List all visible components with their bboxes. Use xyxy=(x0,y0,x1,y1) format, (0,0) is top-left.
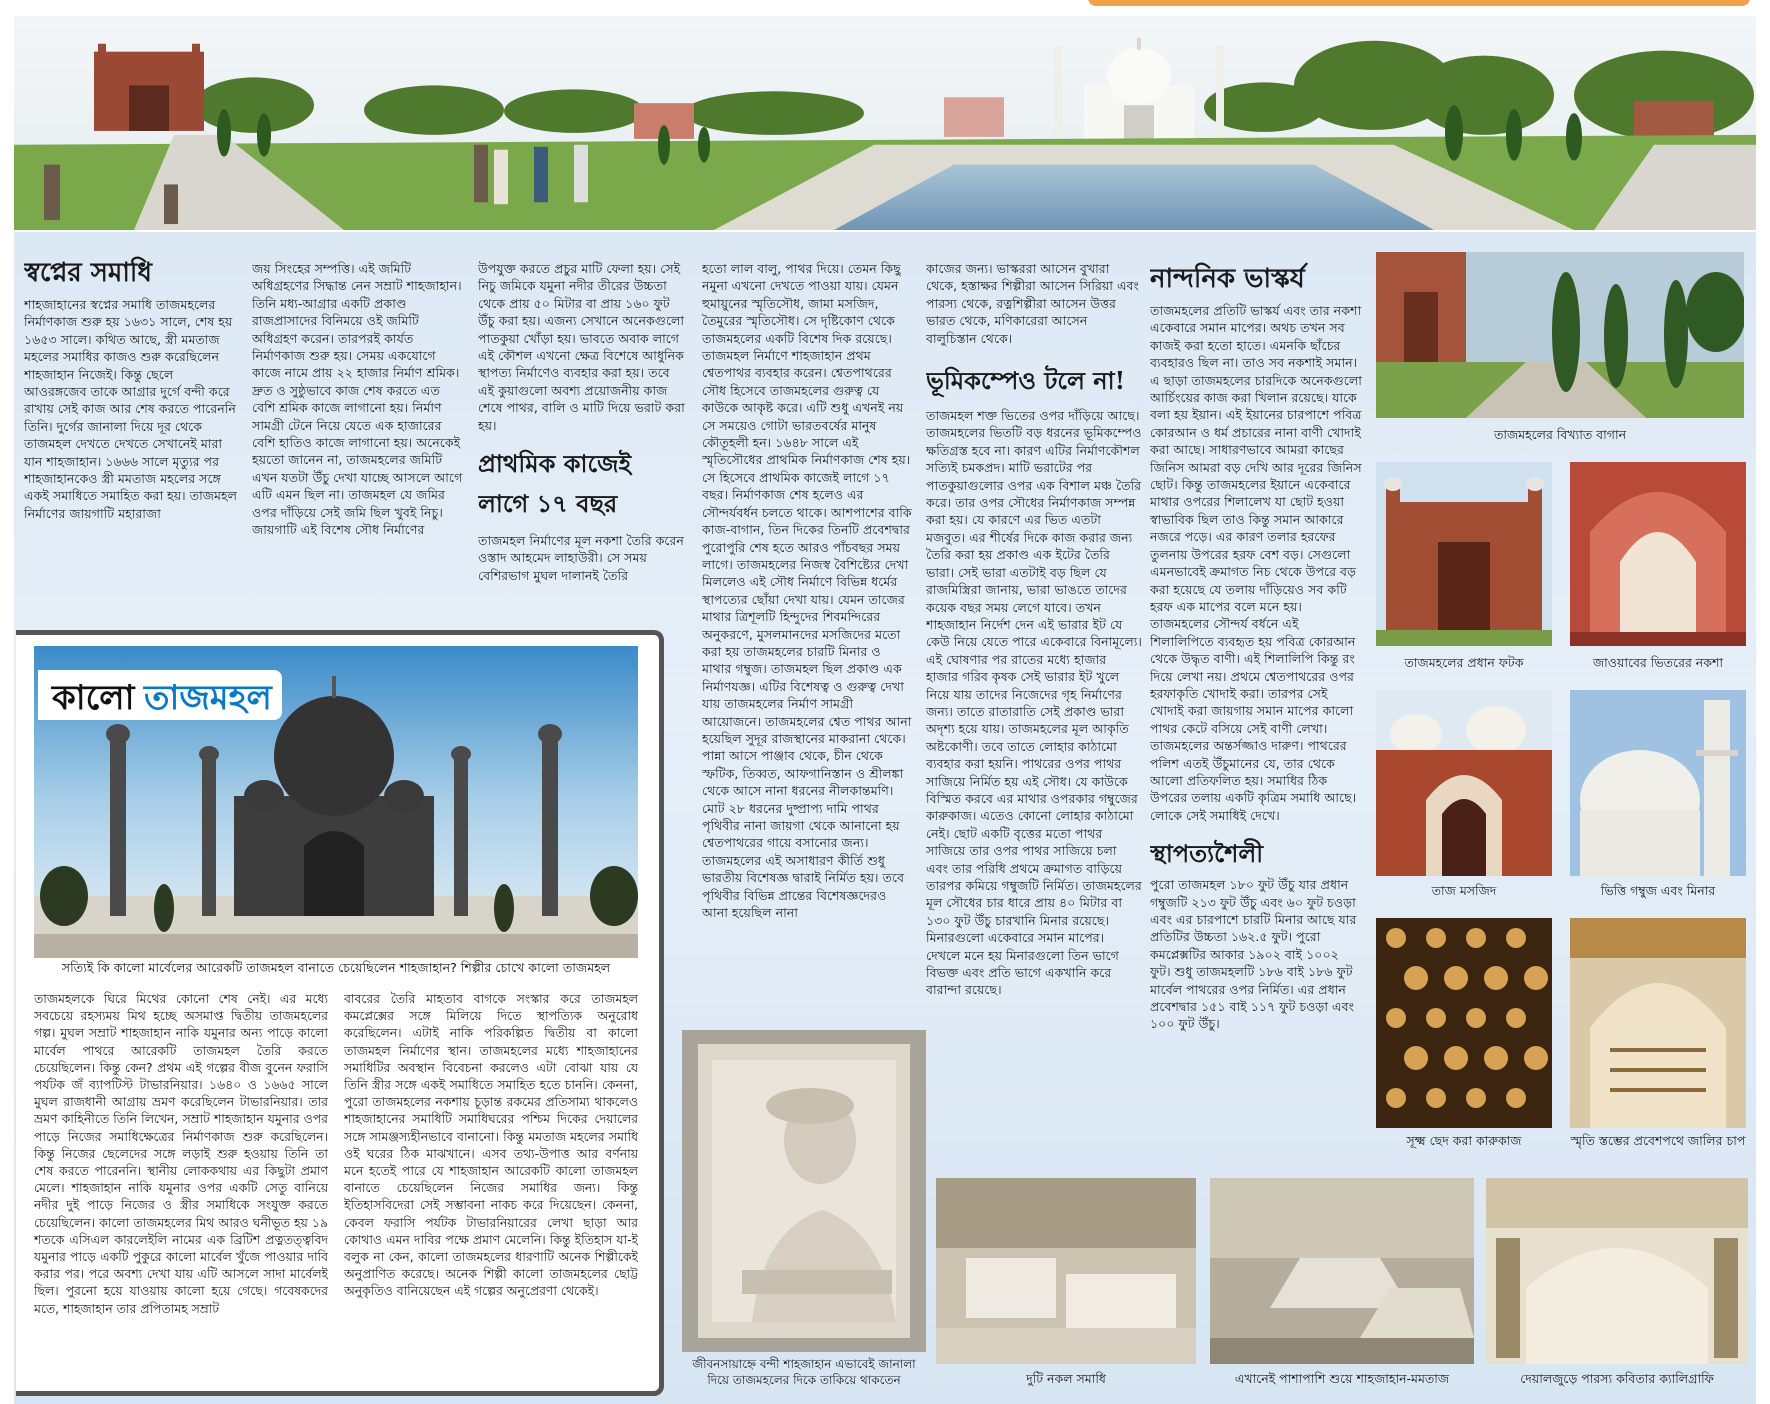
panorama-photo xyxy=(14,16,1756,232)
caption-mosque: তাজ মসজিদ xyxy=(1431,883,1497,898)
black-taj-text-b: বাবরের তৈরি মাহতাব বাগকে সংস্কার করে তাজমহল কমপ্লেক্সের সঙ্গে মিলিয়ে দিতে স্থাপত্যিক অনুরোধ করেছিলেন। এটাই নাকি পরিকল্পিত দ্বিতীয় বা কালো তাজমহল নির্মাণের স্থান। তাজমহলের মধ্যে শাহজাহানের সমাধিটির অবস্থান বিবেচনা করলেও এটা বোঝা যায় যে তিনি স্ত্রীর সঙ্গে একই সমাধিতে সমাহিত হতে চাননি। কেননা, পুরো তাজমহলের নকশায় চূড়ান্ত রকমের প্রতিসাম্য থাকলেও শাহজাহানের সমাধিটি সমাধিঘরের পশ্চিম দিকের দেয়ালের সঙ্গে সামঞ্জস্যহীনভাবে বানানো। কিন্তু মমতাজ মহলের সমাধি ওই ঘরের ঠিক মাঝখানে। এসব তথ্য-উপাত্ত আর বর্ণনায় মনে হতেই পারে যে শাহজাহান আরেকটি কালো তাজমহল বানাতে চেয়েছিলেন নিজের সমাধির জন্য। কিন্তু ইতিহাসবিদেরা সেই সম্ভাবনা নাকচ করে দিয়েছেন। কেননা, কেবল ফরাসি পর্যটক টাভারনিয়ারের লেখা ছাড়া আর কোথাও এমন দাবির পক্ষে প্রমাণ মেলেনি। কিন্তু ইতিহাস যা-ই বলুক না কেন, কালো তাজমহলের ধারণাটি অনেক শিল্পীকেই অনুপ্রাণিত করেছে। অনেক শিল্পী কালো তাজমহলের ছোট্ট অনুকৃতিও বানিয়েছেন এই গল্পের অনুপ্রেরণা থেকেই। xyxy=(344,991,638,1299)
caption-main-gate: তাজমহলের প্রধান ফটক xyxy=(1404,655,1524,670)
black-taj-column-b xyxy=(344,990,638,1370)
column-4-text: হতো লাল বালু, পাথর দিয়ে। তেমন কিছু নমুনা এখনো দেখতে পাওয়া যায়। যেমন হুমায়ুনের স্মৃতিসৌধ, জামা মসজিদ, তৈমুরের স্মৃতিসৌধ। সে দৃষ্টিকোণ থেকে তাজমহলের একটি বিশেষ দিক রয়েছে। তাজমহল নির্মাণে শাহজাহান প্রথম শ্বেতপাথর ব্যবহার করেন। শ্বেতপাথরের সৌধ হিসেবে তাজমহলের গুরুত্ব যে কাউকে আকৃষ্ট করে। এটি শুধু এখনই নয় সে সময়েও গোটা ভারতবর্ষের মানুষ কৌতূহলী হন। ১৬৪৮ সালে এই স্মৃতিসৌধের প্রাথমিক নির্মাণকাজ শেষ হয়। সে হিসেবে প্রাথমিক কাজেই লাগে ১৭ বছর। নির্মাণকাজ শেষ হলেও এর সৌন্দর্যবর্ধন চলতে থাকে। আশপাশের বাকি কাজ-বাগান, তিন দিকের তিনটি প্রবেশদ্বার পুরোপুরি শেষ হতে আরও পাঁচবছর সময় লাগে। তাজমহলের নিজস্ব বৈশিষ্ট্যের দেখা মিললেও এই সৌধ নির্মাণে বিভিন্ন ধর্মের স্থাপত্যের ছোঁয়া দেখা যায়। যেমন তাজের মাথার ত্রিশূলটি হিন্দুদের শিবমন্দিরের অনুকরণে, মুসলমানদের মসজিদের মতো করা হয় তাজমহলের চারটি মিনার ও মাথার গম্বুজ। তাজমহল ছিল প্রকাণ্ড এক নির্মাণযজ্ঞ। এটির বিশেষত্ব ও গুরুত্ব দেখা যায় তাজমহলের নির্মাণ সামগ্রী আয়োজনে। তাজমহলের শ্বেত পাথর আনা হয়েছিল সুদূর রাজস্থানের মাকরানা থেকে। পান্না আসে পাঞ্জাব থেকে, চীন থেকে স্ফটিক, তিব্বত, আফগানিস্তান ও শ্রীলঙ্কা থেকে আসে নানা ধরনের নীলকান্তমণি। মোট ২৮ ধরনের দুষ্প্রাপ্য দামি পাথর পৃথিবীর নানা জায়গা থেকে আনানো হয় শ্বেতপাথরের গায়ে বসানোর জন্য। তাজমহলের এই অসাধারণ কীর্তি শুধু ভারতীয় বিশেষজ্ঞ দ্বারাই নির্মিত হয়। তবে পৃথিবীর বিভিন্ন প্রান্তের বিশেষজ্ঞদেরও আনা হয়েছিল নানা xyxy=(702,261,912,921)
black-taj-text-a: তাজমহলকে ঘিরে মিথের কোনো শেষ নেই। এর মধ্যে সবচেয়ে রহস্যময় মিথ হচ্ছে অসমাপ্ত দ্বিতীয় তাজমহলের গল্প। মুঘল সম্রাট শাহজাহান নাকি যমুনার অন্য পাড়ে কালো মার্বেল পাথরে আরেকটি তাজমহল তৈরি করতে চেয়েছিলেন। কিন্তু কেন? প্রথম এই গল্পের বীজ বুনেন ফরাসি পর্যটক জঁ ব্যাপটিস্ট টাভারনিয়ার। ১৬৪০ ও ১৬৬৫ সালে মুঘল রাজধানী আগ্রায় ভ্রমণ করেছিলেন টাভারনিয়ার। তার ভ্রমণ কাহিনীতে তিনি লিখেন, সম্রাট শাহজাহান যমুনার ওপর পাড়ে নিজের সমাধিক্ষেত্রের নির্মাণকাজ শুরু করেছিলেন। কিন্তু নিজের ছেলেদের সঙ্গে লড়াই শুরু হওয়ায় তিনি তা শেষ করতে পারেননি। স্থানীয় লোককথায় এর কিছুটা প্রমাণ মেলে। শাহজাহান নাকি যমুনার ওপর একটি সেতু বানিয়ে নদীর দুই পাড়ে নিজের ও স্ত্রীর সমাধিকে সংযুক্ত করতে চেয়েছিলেন। কালো তাজমহলের মিথ আরও ঘনীভূত হয় ১৯ শতকে এসিএল কারলেইলি নামের এক ব্রিটিশ প্রত্নতত্ত্ববিদ যমুনার পাড়ে একটি পুকুরে কালো মার্বেল খুঁজে পাওয়ার দাবি করার পর। পরে অবশ্য দেখা যায় এটি আসলে সাদা মার্বেলই ছিল। পুরনো হয়ে যাওয়ায় কালো হয়ে গেছে। গবেষকদের মতে, শাহজাহান তার প্রপিতামহ সম্রাট xyxy=(34,991,328,1316)
column-5-text: কাজের জন্য। ভাস্কররা আসেন বুখারা থেকে, হস্তাক্ষর শিল্পীরা আসেন সিরিয়া এবং পারস্য থেকে, রত্নশিল্পীরা আসেন উত্তর ভারত থেকে, মণিকারেরা আসেন বালুচিস্তান থেকে। xyxy=(926,261,1139,346)
photo-real-tombs xyxy=(1210,1178,1474,1364)
black-taj-title xyxy=(38,670,282,720)
top-strip xyxy=(0,0,1770,14)
photo-jali-work xyxy=(1376,918,1552,1128)
column-5-text-2: তাজমহল শক্ত ভিতের ওপর দাঁড়িয়ে আছে। তাজমহলের ভিতটি বড় ধরনের ভূমিকম্পেও ক্ষতিগ্রস্ত হবে না। কারণ এটির নির্মাণকৌশল সত্যিই চমকপ্রদ। মাটি ভরাটের পর পাতকুয়াগুলোর ওপর এক বিশাল মঞ্চ তৈরি করে। তার ওপর সৌধের নির্মাণকাজ সম্পন্ন করা হয়। যে কারণে এর ভিত এতটা মজবুত। এর শীর্ষের দিকে কাজ করার জন্য তৈরি করা হয় প্রকাণ্ড এক ইটের তৈরি ভারা। সেই ভারা এতটাই বড় ছিল যে রাজমিস্ত্রিরা জানায়, ভারা ভাঙতে তাদের কয়েক বছর সময় লেগে যাবে। তখন শাহজাহান নির্দেশ দেন এই ভারার ইট যে কেউ নিয়ে যেতে পারে একেবারে বিনামূল্যে। এই ঘোষণার পর রাতের মধ্যে হাজার হাজার গরিব কৃষক সেই ভারার ইট খুলে নিয়ে যায় তাদের নিজেদের গৃহ নির্মাণের জন্য। তাতে রাতারাতি সেই প্রকাণ্ড ভারা অদৃশ্য হয়ে যায়। তাজমহলের মূল আকৃতি অষ্টকোণী। তবে তাতে লোহার কাঠামো ব্যবহার করা হয়নি। পাথরের ওপর পাথর সাজিয়ে নির্মিত হয় এই সৌধ। যে কাউকে বিস্মিত করবে এর মাথার ওপরকার গম্বুজের কারুকাজ। এতেও কোনো লোহার কাঠামো নেই। ছোট একটি বৃত্তের মতো পাথর সাজিয়ে তার ওপর পাথর সাজিয়ে চলা এবং তার পরিধি প্রথমে ক্রমাগত বাড়িয়ে তারপর কমিয়ে গম্বুজটি নির্মিত। তাজমহলের মূল সৌধের চার ধারে প্রায় ৪০ মিটার বা ১৩০ ফুট উঁচু চারখানি মিনার রয়েছে। মিনারগুলো একেবারে সমান মাপের। দেখলে মনে হয় মিনারগুলো তিন ভাগে বিভক্ত এবং প্রতি ভাগে একখানি করে বারান্দা রয়েছে। xyxy=(926,408,1142,998)
black-taj-title-word1: কালো xyxy=(52,678,135,718)
photo-taj-mosque xyxy=(1376,690,1552,876)
photo-garden xyxy=(1376,252,1744,418)
caption-garden: তাজমহলের বিখ্যাত বাগান xyxy=(1493,427,1627,442)
column-2 xyxy=(252,260,464,596)
caption-calligraphy: দেয়ালজুড়ে পারস্য কবিতার ক্যালিগ্রাফি xyxy=(1520,1371,1714,1386)
column-6 xyxy=(1150,262,1362,1162)
caption-dome: ভিত্তি গম্বুজ এবং মিনার xyxy=(1600,883,1716,898)
photo-fake-tombs xyxy=(936,1178,1196,1364)
black-taj-caption: সত্যিই কি কালো মার্বেলের আরেকটি তাজমহল বানাতে চেয়েছিলেন শাহজাহান? শিল্পীর চোখে কালো তাজমহল xyxy=(61,960,611,975)
column-3-text-2: তাজমহল নির্মাণের মূল নকশা তৈরি করেন ওস্তাদ আহমেদ লাহাউরী। সে সময় বেশিরভাগ মুঘল দালানই তৈরি xyxy=(478,533,684,583)
heading-initial-work: প্রাথমিক কাজেই লাগে ১৭ বছর xyxy=(478,449,632,519)
caption-shahjahan: জীবনসায়াহ্নে বন্দী শাহজাহান এভাবেই জানালা দিয়ে তাজমহলের দিকে তাকিয়ে থাকতেন xyxy=(692,1357,916,1387)
column-1 xyxy=(24,256,238,606)
caption-memorial: স্মৃতি স্তম্ভের প্রবেশপথে জালির চাপ xyxy=(1570,1133,1746,1148)
heading-dream-tomb: স্বপ্নের সমাধি xyxy=(24,258,152,288)
caption-real-tombs: এখানেই পাশাপাশি শুয়ে শাহজাহান-মমতাজ xyxy=(1234,1371,1450,1386)
heading-aesthetic-sculpture: নান্দনিক ভাস্কর্য xyxy=(1150,264,1305,294)
photo-memorial-entrance xyxy=(1570,918,1746,1128)
column-1-text: শাহজাহানের স্বপ্নের সমাধি তাজমহলের নির্মাণকাজ শুরু হয় ১৬৩১ সালে, শেষ হয় ১৬৫৩ সালে। কথিত আছে, স্ত্রী মমতাজ মহলের সমাধির কাজও শুরু করেছিলেন শাহজাহান নিজেই। কিন্তু ছেলে আওরঙ্গজেব তাকে আগ্রার দুর্গে বন্দী করে রাখায় সেই কাজ আর শেষ করতে পারেননি তিনি। দুর্গের জানালা দিয়ে দূর থেকে তাজমহল দেখতে দেখতে সেখানেই মারা যান শাহজাহান। ১৬৬৬ সালে মৃত্যুর পর শাহজাহানকেও স্ত্রী মমতাজ মহলের সঙ্গে একই সমাধিতে সমাহিত করা হয়। তাজমহল নির্মাণের জায়গাটি মহারাজা xyxy=(24,297,238,521)
column-3-text: উপযুক্ত করতে প্রচুর মাটি ফেলা হয়। সেই নিচু জমিকে যমুনা নদীর তীরের উচ্চতা থেকে প্রায় ৫০ মিটার বা প্রায় ১৬০ ফুট উঁচু করা হয়। এজন্য সেখানে অনেকগুলো পাতকুয়া খোঁড়া হয়। ভাবতে অবাক লাগে এই কৌশল এখনো ক্ষেত্র বিশেষে আধুনিক স্থাপত্য নির্মাণেও ব্যবহার করা হয়। তবে এই কুয়াগুলো অবশ্য প্রয়োজনীয় কাজ শেষে পাথর, বালি ও মাটি দিয়ে ভরাট করা হয়। xyxy=(478,261,685,433)
heading-earthquake: ভূমিকম্পেও টলে না! xyxy=(926,366,1126,396)
photo-shahjahan-relief xyxy=(682,1030,926,1352)
column-6-text-2: পুরো তাজমহল ১৮০ ফুট উঁচু যার প্রধান গম্বুজটি ২১৩ ফুট উঁচু এবং ৬০ ফুট চওড়া এবং এর চারপাশে চারটি মিনার আছে যার প্রতিটির উচ্চতা ১৬২.৫ ফুট। পুরো কমপ্লেক্সটির আকার ১৯০২ বাই ১০০২ ফুট। শুধু তাজমহলটি ১৮৬ বাই ১৮৬ ফুট মার্বেল পাথরের ওপর নির্মিত। এর প্রধান প্রবেশদ্বার ১৫১ বাই ১১৭ ফুট চওড়া এবং ১০০ ফুট উঁচু। xyxy=(1150,877,1357,1032)
caption-fake-tombs: দুটি নকল সমাধি xyxy=(1026,1371,1106,1386)
photo-dome-minaret xyxy=(1570,690,1746,876)
photo-main-gate xyxy=(1376,462,1552,646)
caption-jawab: জাওয়াবের ভিতরের নকশা xyxy=(1592,655,1724,670)
black-taj-title-word2: তাজমহল xyxy=(144,678,272,718)
column-5 xyxy=(926,260,1142,1160)
column-3 xyxy=(478,260,688,610)
photo-calligraphy xyxy=(1486,1178,1748,1364)
black-taj-column-a xyxy=(34,990,328,1370)
caption-jali: সূক্ষ্ম ছেদ করা কারুকাজ xyxy=(1406,1133,1522,1148)
top-orange-bar xyxy=(1088,0,1750,6)
column-6-text: তাজমহলের প্রতিটি ভাস্কর্য এবং তার নকশা একেবারে সমান মাপের। অথচ তখন সব কাজই করা হতো হাতে। এমনকি ছাঁচের ব্যবহারও ছিল না। তাও সব নকশাই সমান। এ ছাড়া তাজমহলের চারদিকে অনেকগুলো আর্চিংয়ের কাজ করা খিলান রয়েছে। যাকে বলা হয় ইয়ান। এই ইয়ানের চারপাশে পবিত্র কোরআন ও ধর্ম প্রচারের নানা বাণী খোদাই করা আছে। সাধারণভাবে আমরা কাছের জিনিস আমরা বড় দেখি আর দূরের জিনিস ছোট। কিন্তু তাজমহলের ইয়ানে একেবারে মাথার ওপরের শিলালেখ যা ছোট হওয়া স্বাভাবিক ছিল তাও কিন্তু সমান আকারে নজরে পড়ে। এর কারণ তলার হরফের তুলনায় উপরের হরফ বেশ বড়। সেগুলো এমনভাবেই ক্রমাগত নিচ থেকে উপরে বড় করা হয়েছে যে তলায় দাঁড়িয়েও সব কটি হরফ এক মাপের বলে মনে হয়। তাজমহলের সৌন্দর্য বর্ধনে এই শিলালিপিতে ব্যবহৃত হয় পবিত্র কোরআন থেকে উদ্ধৃত বাণী। এই শিলালিপি কিন্তু রং দিয়ে লেখা নয়। প্রথমে শ্বেতপাথরের ওপর হরফাকৃতি খোদাই করা। তারপর সেই খোদাই করা জায়গায় সমান মাপের কালো পাথর কেটে বসিয়ে সেই বাণী লেখা। তাজমহলের অন্তর্সজ্জাও দারুণ। পাথরের পলিশ এতই উঁচুমানের যে, তার থেকে আলো প্রতিফলিত হয়। সমাধির ঠিক উপরের তলায় একটি কৃত্রিম সমাধি আছে। লোকে সেই সমাধিই দেখে। xyxy=(1150,303,1362,823)
column-4 xyxy=(702,260,912,1010)
column-2-text: জয় সিংহের সম্পত্তি। এই জমিটি অধিগ্রহণের সিদ্ধান্ত নেন সম্রাট শাহজাহান। তিনি মধ্য-আগ্রার একটি প্রকাণ্ড রাজপ্রাসাদের বিনিময়ে ওই জমিটি অধিগ্রহণ করেন। তারপরই কার্যত নির্মাণকাজ শুরু হয়। সেময় একযোগে কাজে নামে প্রায় ২২ হাজার নির্মাণ শ্রমিক। দ্রুত ও সুষ্ঠুভাবে কাজ শেষ করতে এত বেশি শ্রমিক কাজে লাগানো হয়। নির্মাণ সামগ্রী টেনে নিয়ে যেতে এক হাজারের বেশি হাতিও কাজে লাগানো হয়। অনেকেই হয়তো জানেন না, তাজমহলের জমিটি এখন যতটা উঁচু দেখা যাচ্ছে আসলে আগে এটি এমন ছিল না। তাজমহল যে জমির ওপর দাঁড়িয়ে সেই জমি ছিল খুবই নিচু। জায়গাটি এই বিশেষ সৌধ নির্মাণের xyxy=(252,261,463,538)
heading-architecture-style: স্থাপত্যশৈলী xyxy=(1150,839,1264,869)
photo-jawab-interior xyxy=(1570,462,1746,646)
panorama-illustration xyxy=(14,16,1756,230)
